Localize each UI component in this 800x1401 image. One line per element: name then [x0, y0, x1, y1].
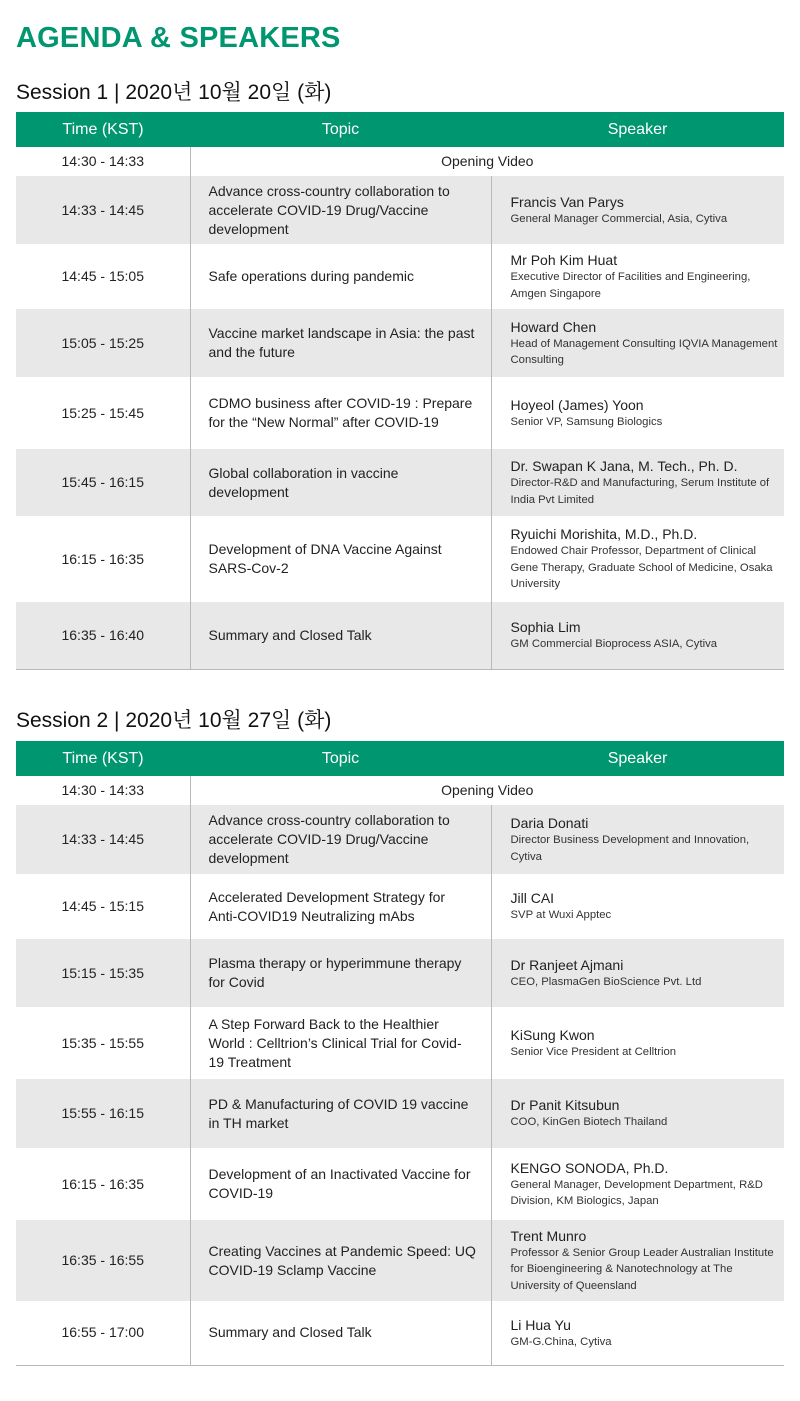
time-cell: 15:25 - 15:45 — [16, 377, 190, 449]
time-cell: 14:33 - 14:45 — [16, 805, 190, 874]
time-cell: 14:30 - 14:33 — [16, 147, 190, 176]
speaker-title: Senior VP, Samsung Biologics — [510, 415, 663, 428]
speaker-title: Head of Management Consulting IQVIA Management Consulting — [510, 337, 778, 366]
speaker-name: Trent Munro — [510, 1227, 587, 1244]
table-row — [16, 176, 784, 244]
speaker-cell — [491, 309, 784, 377]
topic-cell: Global collaboration in vaccine development — [190, 449, 491, 516]
topic-cell: Vaccine market landscape in Asia: the past and the future — [190, 309, 491, 377]
speaker-name: Mr Poh Kim Huat — [510, 252, 618, 268]
table-row — [16, 244, 784, 309]
time-cell: 15:45 - 16:15 — [16, 449, 190, 516]
speaker-cell — [491, 602, 784, 669]
table-row — [16, 874, 784, 939]
time-cell: 15:35 - 15:55 — [16, 1007, 190, 1079]
table-row — [16, 309, 784, 377]
time-cell: 15:15 - 15:35 — [16, 939, 190, 1007]
time-cell: 15:55 - 16:15 — [16, 1079, 190, 1148]
opening-row — [16, 147, 784, 176]
time-cell: 15:05 - 15:25 — [16, 309, 190, 377]
speaker-name: Dr Panit Kitsubun — [510, 1097, 620, 1114]
speaker-title: COO, KinGen Biotech Thailand — [510, 1116, 668, 1129]
table-row — [16, 1079, 784, 1148]
speaker-title: CEO, PlasmaGen BioScience Pvt. Ltd — [510, 975, 702, 988]
topic-cell: Advance cross-country collaboration to accelerate COVID-19 Drug/Vaccine development — [190, 805, 491, 874]
session-1-agenda-table — [16, 112, 784, 670]
topic-cell: PD & Manufacturing of COVID 19 vaccine in TH market — [190, 1079, 491, 1148]
topic-cell: Summary and Closed Talk — [190, 602, 491, 669]
topic-cell: Safe operations during pandemic — [190, 244, 491, 309]
speaker-name: Ryuichi Morishita, M.D., Ph.D. — [510, 526, 698, 543]
table-row — [16, 516, 784, 602]
topic-cell: A Step Forward Back to the Healthier World : Celltrion’s Clinical Trial for Covid-19 Treatment — [190, 1007, 491, 1079]
time-cell: 16:55 - 17:00 — [16, 1301, 190, 1365]
table-row — [16, 1007, 784, 1079]
time-cell: 16:15 - 16:35 — [16, 1148, 190, 1220]
speaker-cell — [491, 1148, 784, 1220]
time-cell: 16:15 - 16:35 — [16, 516, 190, 602]
speaker-name: Sophia Lim — [510, 619, 581, 635]
speaker-name: Li Hua Yu — [510, 1316, 571, 1333]
speaker-title: General Manager Commercial, Asia, Cytiva — [510, 212, 728, 225]
time-cell: 14:45 - 15:15 — [16, 874, 190, 939]
speaker-title: Director Business Development and Innovation, Cytiva — [510, 834, 750, 863]
speaker-cell — [491, 516, 784, 602]
topic-cell: Development of DNA Vaccine Against SARS-Cov-2 — [190, 516, 491, 602]
speaker-name: KiSung Kwon — [510, 1026, 595, 1043]
speaker-name: Francis Van Parys — [510, 193, 624, 210]
table-header-row — [16, 112, 784, 147]
speaker-cell — [491, 874, 784, 939]
topic-cell: Plasma therapy or hyperimmune therapy for Covid — [190, 939, 491, 1007]
session-1-title: Session 1 | 2020년 10월 20일 (화) — [16, 81, 332, 104]
speaker-title: Senior Vice President at Celltrion — [510, 1045, 677, 1058]
opening-row — [16, 776, 784, 805]
speaker-title: SVP at Wuxi Apptec — [510, 909, 612, 922]
table-row — [16, 1220, 784, 1301]
topic-cell: Advance cross-country collaboration to accelerate COVID-19 Drug/Vaccine development — [190, 176, 491, 244]
time-cell: 14:30 - 14:33 — [16, 776, 190, 805]
session-2-agenda-table — [16, 741, 784, 1366]
header-topic: Topic — [190, 112, 491, 147]
topic-cell: CDMO business after COVID-19 : Prepare for the “New Normal” after COVID-19 — [190, 377, 491, 449]
speaker-title: Executive Director of Facilities and Engineering, Amgen Singapore — [510, 271, 751, 300]
header-speaker: Speaker — [491, 741, 784, 776]
speaker-cell — [491, 1007, 784, 1079]
header-time: Time (KST) — [16, 741, 190, 776]
speaker-cell — [491, 1301, 784, 1365]
speaker-name: Jill CAI — [510, 890, 555, 907]
speaker-cell — [491, 244, 784, 309]
table-row — [16, 449, 784, 516]
speaker-cell — [491, 449, 784, 516]
opening-label: Opening Video — [190, 776, 784, 805]
header-speaker: Speaker — [491, 112, 784, 147]
speaker-title: Endowed Chair Professor, Department of Clinical Gene Therapy, Graduate School of Medicine, Osaka University — [510, 545, 773, 591]
table-row — [16, 1301, 784, 1365]
speaker-cell — [491, 1220, 784, 1301]
speaker-name: Hoyeol (James) Yoon — [510, 396, 644, 413]
speaker-name: Daria Donati — [510, 815, 589, 831]
topic-cell: Accelerated Development Strategy for Anti-COVID19 Neutralizing mAbs — [190, 874, 491, 939]
table-row — [16, 805, 784, 874]
time-cell: 16:35 - 16:40 — [16, 602, 190, 669]
topic-cell: Summary and Closed Talk — [190, 1301, 491, 1365]
speaker-title: General Manager, Development Department, R&D Division, KM Biologics, Japan — [510, 1178, 763, 1207]
table-row — [16, 377, 784, 449]
speaker-cell — [491, 805, 784, 874]
table-row — [16, 602, 784, 669]
speaker-title: Professor & Senior Group Leader Australian Institute for Bioengineering & Nanotechnology at The University of Queensland — [510, 1246, 774, 1292]
topic-cell: Development of an Inactivated Vaccine for COVID-19 — [190, 1148, 491, 1220]
page-title: AGENDA & SPEAKERS — [16, 22, 341, 54]
opening-label: Opening Video — [190, 147, 784, 176]
speaker-name: Howard Chen — [510, 318, 597, 335]
speaker-title: Director-R&D and Manufacturing, Serum Institute of India Pvt Limited — [510, 477, 770, 506]
speaker-name: KENGO SONODA, Ph.D. — [510, 1159, 669, 1176]
speaker-name: Dr. Swapan K Jana, M. Tech., Ph. D. — [510, 458, 738, 474]
speaker-name: Dr Ranjeet Ajmani — [510, 956, 624, 973]
topic-cell: Creating Vaccines at Pandemic Speed: UQ COVID-19 Sclamp Vaccine — [190, 1220, 491, 1301]
session-2-title: Session 2 | 2020년 10월 27일 (화) — [16, 709, 332, 732]
speaker-cell — [491, 176, 784, 244]
time-cell: 16:35 - 16:55 — [16, 1220, 190, 1301]
speaker-cell — [491, 939, 784, 1007]
table-row — [16, 1148, 784, 1220]
time-cell: 14:33 - 14:45 — [16, 176, 190, 244]
speaker-cell — [491, 1079, 784, 1148]
table-header-row — [16, 741, 784, 776]
speaker-title: GM-G.China, Cytiva — [510, 1335, 612, 1348]
table-row — [16, 939, 784, 1007]
speaker-cell — [491, 377, 784, 449]
speaker-title: GM Commercial Bioprocess ASIA, Cytiva — [510, 638, 718, 650]
header-topic: Topic — [190, 741, 491, 776]
header-time: Time (KST) — [16, 112, 190, 147]
time-cell: 14:45 - 15:05 — [16, 244, 190, 309]
